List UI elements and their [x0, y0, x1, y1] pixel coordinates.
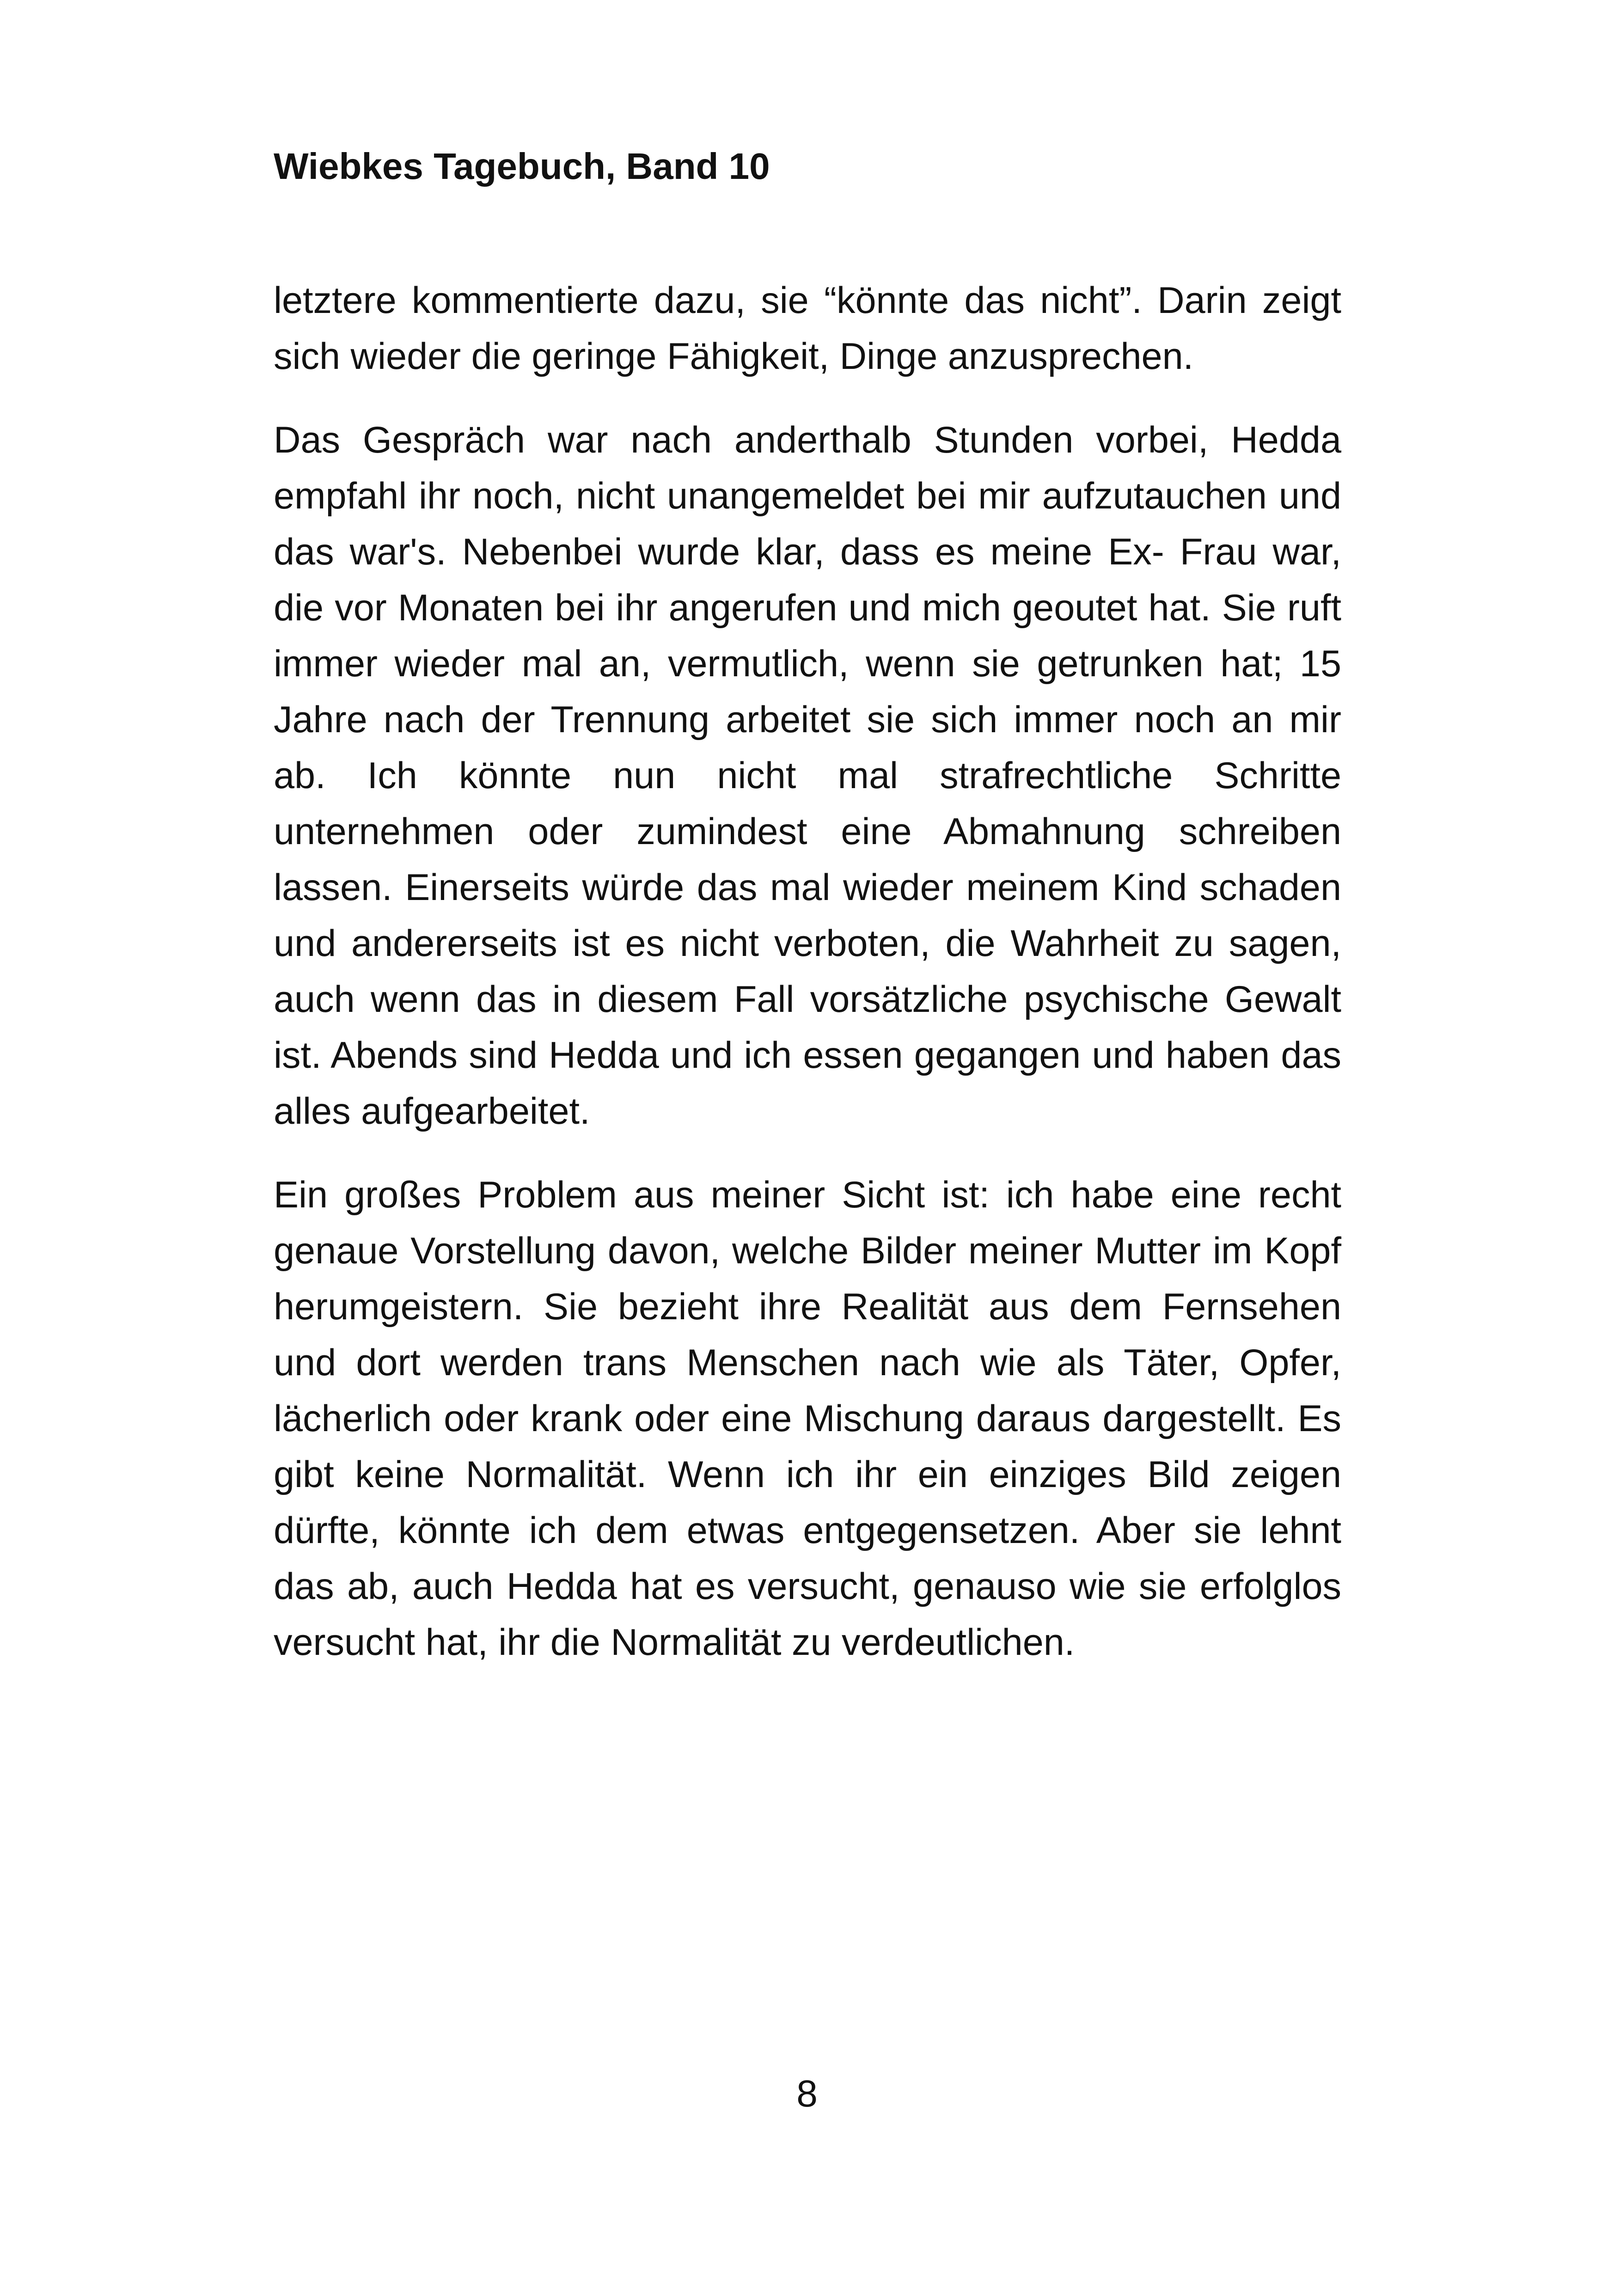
- body-text: [274, 273, 1341, 1698]
- paragraph-2: Das Gespräch war nach anderthalb Stunden vorbei, Hedda empfahl ihr noch, nicht unangemeldet bei mir aufzutauchen und das war's. Nebenbei wurde klar, dass es meine Ex- Frau war, die vor Monaten bei ihr angerufen und mich geoutet hat. Sie ruft immer wieder mal an, vermutlich, wenn sie getrunken hat; 15 Jahre nach der Trennung arbeitet sie sich immer noch an mir ab. Ich könnte nun nicht mal strafrechtliche Schritte unternehmen oder zumindest eine Abmahnung schreiben lassen. Einerseits würde das mal wieder meinem Kind schaden und andererseits ist es nicht verboten, die Wahrheit zu sagen, auch wenn das in diesem Fall vorsätzliche psychische Gewalt ist. Abends sind Hedda und ich essen gegangen und haben das alles aufgearbeitet.: [274, 419, 1341, 1132]
- paragraph-3: Ein großes Problem aus meiner Sicht ist: ich habe eine recht genaue Vorstellung davon, welche Bilder meiner Mutter im Kopf herumgeistern. Sie bezieht ihre Realität aus dem Fernsehen und dort werden trans Menschen nach wie als Täter, Opfer, lächerlich oder krank oder eine Mischung daraus dargestellt. Es gibt keine Normalität. Wenn ich ihr ein einziges Bild zeigen dürfte, könnte ich dem etwas entgegensetzen. Aber sie lehnt das ab, auch Hedda hat es versucht, genauso wie sie erfolglos versucht hat, ihr die Normalität zu verdeutlichen.: [274, 1174, 1341, 1663]
- paragraph-1: letztere kommentierte dazu, sie “könnte das nicht”. Darin zeigt sich wieder die geringe Fähigkeit, Dinge anzusprechen.: [274, 280, 1341, 377]
- running-header-title: Wiebkes Tagebuch, Band 10: [274, 146, 770, 187]
- page-number: 8: [796, 2073, 818, 2115]
